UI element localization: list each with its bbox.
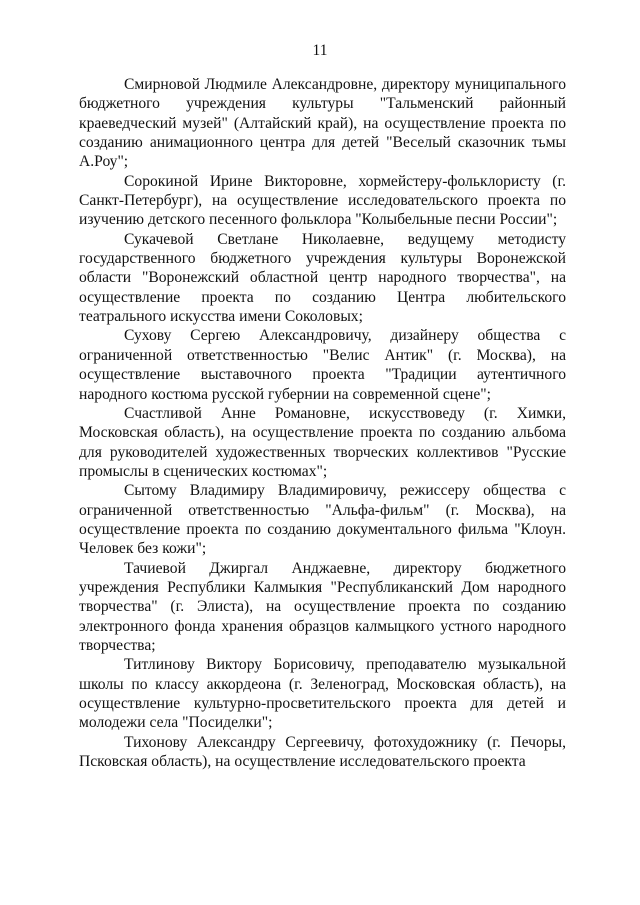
paragraph-sukacheva: Сукачевой Светлане Николаевне, ведущему методисту государственного бюджетного учреждения культуры Воронежской области "Воронежский областной центр народного творчества", на осуществление проекта по созданию Центра любительского театрального искусства имени Соколовых; — [79, 230, 566, 326]
paragraph-tachieva: Тачиевой Джиргал Анджаевне, директору бюджетного учреждения Республики Калмыкия "Республиканский Дом народного творчества" (г. Элиста), на осуществление проекта по созданию электронного фонда хранения образцов калмыцкого устного народного творчества; — [79, 559, 566, 654]
paragraph-sytoy: Сытому Владимиру Владимировичу, режиссеру общества с ограниченной ответственностью "Альфа-фильм" (г. Москва), на осуществление проекта по созданию документального фильма "Клоун. Человек без кожи"; — [79, 482, 566, 558]
paragraph-smirnova: Смирновой Людмиле Александровне, директору муниципального бюджетного учреждения культуры "Тальменский районный краеведческий музей" (Алтайский край), на осуществление проекта по созданию анимационного центра для детей "Веселый сказочник тьмы А.Роу"; — [79, 76, 566, 171]
paragraph-sukhov: Сухову Сергею Александровичу, дизайнеру общества с ограниченной ответственностью "Велис Антик" (г. Москва), на осуществление выставочного проекта "Традиции аутентичного народного костюма русской губернии на современной сцене"; — [79, 327, 566, 403]
paragraph-schastlivaya: Счастливой Анне Романовне, искусствоведу (г. Химки, Московская область), на осуществление проекта по созданию альбома для руководителей художественных творческих коллективов "Русские промыслы в сценических костюмах"; — [79, 404, 566, 480]
paragraph-sorokina: Сорокиной Ирине Викторовне, хормейстеру-фольклористу (г. Санкт-Петербург), на осуществление исследовательского проекта по изучению детского песенного фольклора "Колыбельные песни России"; — [79, 172, 566, 229]
paragraph-tikhonov: Тихонову Александру Сергеевичу, фотохудожнику (г. Печоры, Псковская область), на осуществление исследовательского проекта — [79, 733, 566, 771]
page-number: 11 — [312, 42, 328, 59]
document-body — [79, 75, 566, 771]
paragraph-titlinov: Титлинову Виктору Борисовичу, преподавателю музыкальной школы по классу аккордеона (г. Зеленоград, Московская область), на осуществление культурно-просветительского проекта для детей и молодежи села "Посиделки"; — [79, 656, 566, 732]
